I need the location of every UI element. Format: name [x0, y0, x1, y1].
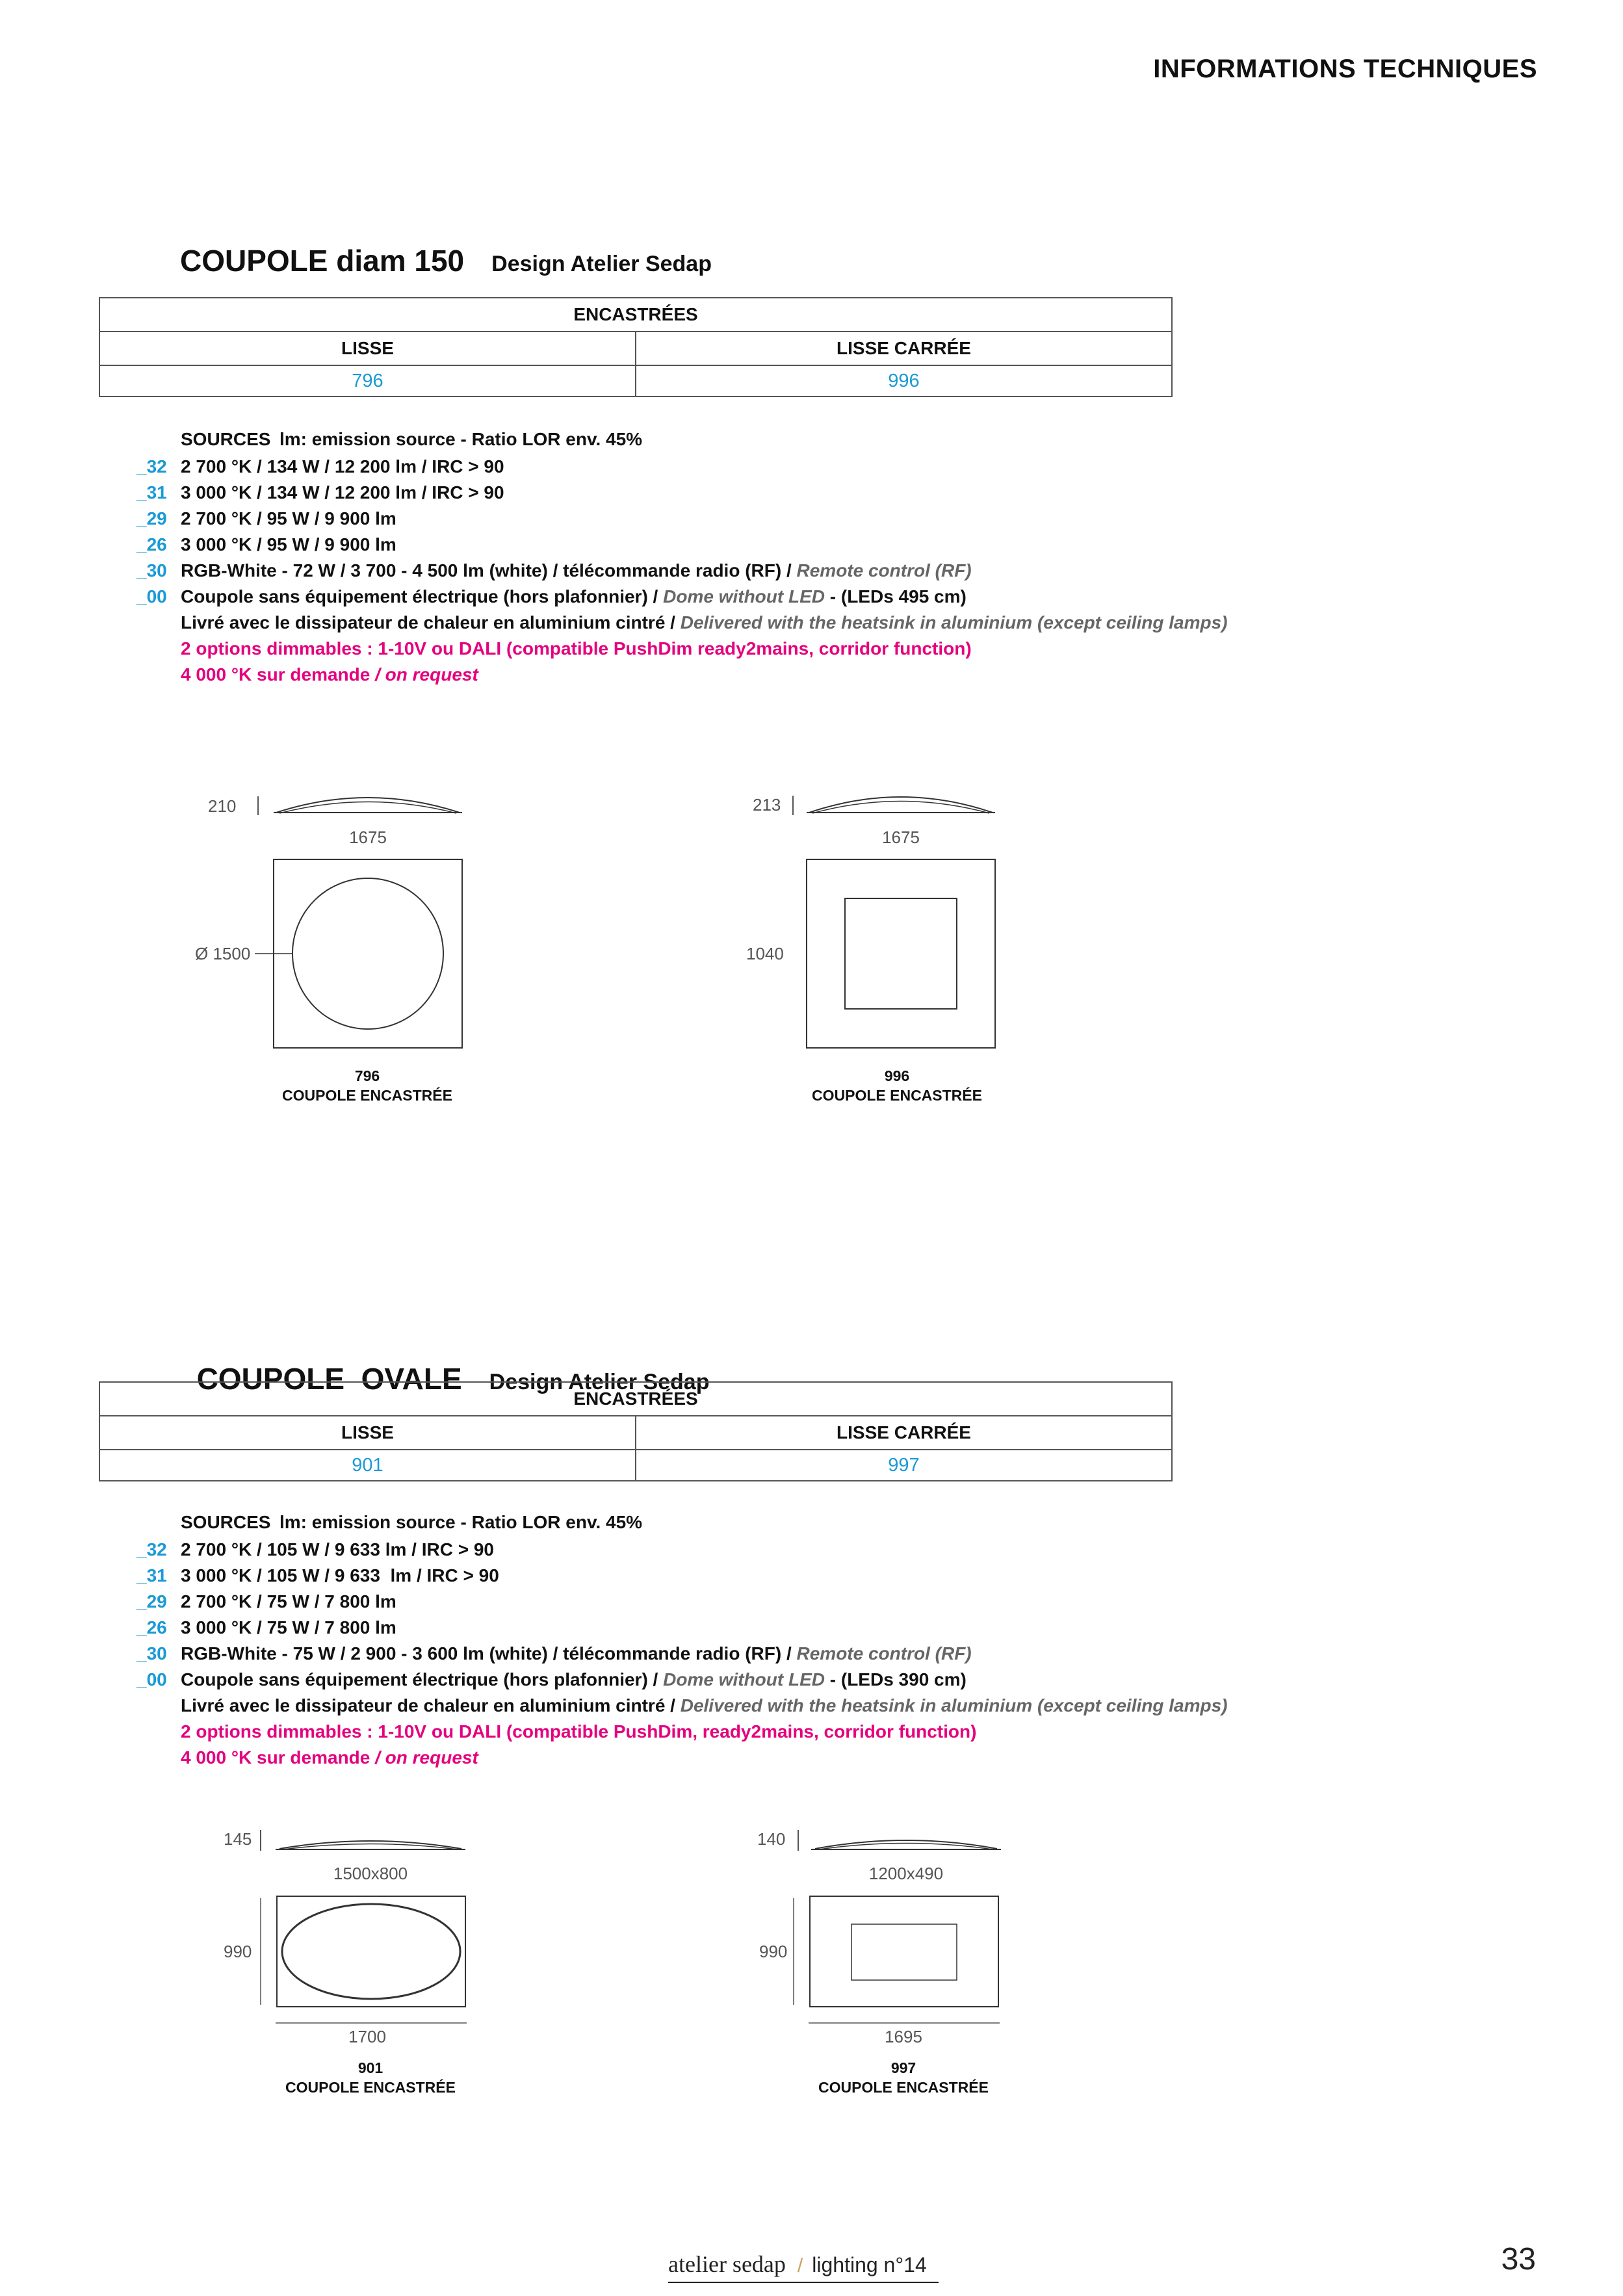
product-title-1 [180, 243, 712, 278]
frame-square [274, 859, 462, 1048]
sources-note: lm: emission source - Ratio LOR env. 45% [279, 1512, 643, 1532]
product-name: COUPOLE diam 150 [180, 244, 465, 278]
product-designer: Design Atelier Sedap [489, 1370, 710, 1394]
request-text: 4 000 °K sur demande [181, 1747, 376, 1768]
dome-profile-inner [279, 802, 456, 814]
dim-bottom-width-label: 1695 [885, 2027, 922, 2046]
sources-note: lm: emission source - Ratio LOR env. 45% [279, 429, 643, 449]
source-text-en: Dome without LED [663, 1669, 825, 1689]
source-row [136, 1589, 1228, 1615]
source-row [136, 532, 1228, 558]
sources-label: SOURCES [181, 429, 271, 449]
footer-brand: atelier sedap [668, 2251, 786, 2277]
delivered-note [181, 610, 1228, 636]
request-note [181, 1745, 1228, 1771]
dim-height-label: 213 [753, 795, 781, 815]
source-text: 2 700 °K / 95 W / 9 900 lm [181, 508, 396, 528]
source-text: 3 000 °K / 134 W / 12 200 lm / IRC > 90 [181, 482, 504, 502]
source-text-en: Remote control (RF) [796, 1643, 972, 1663]
table-group-header: ENCASTRÉES [99, 298, 1172, 332]
drawing-caption: COUPOLE ENCASTRÉE [812, 1087, 982, 1104]
dimmable-note: 2 options dimmables : 1-10V ou DALI (compatible PushDim, ready2mains, corridor function) [181, 1721, 977, 1742]
dim-height-label: 145 [224, 1829, 252, 1849]
request-text-en: / on request [375, 664, 478, 685]
source-row [136, 506, 1228, 532]
dim-top-width-label: 1200x490 [868, 1864, 944, 1883]
delivered-text: Livré avec le dissipateur de chaleur en aluminium cintré / [181, 612, 681, 633]
table-column-header: LISSE [99, 1416, 636, 1450]
source-row [136, 1641, 1228, 1667]
source-text: 2 700 °K / 75 W / 7 800 lm [181, 1591, 396, 1611]
source-row [136, 1537, 1228, 1563]
diffuser-oval [282, 1904, 460, 1999]
dome-profile [276, 798, 460, 813]
table-code-cell: 996 [636, 365, 1172, 397]
table-code-cell: 997 [636, 1450, 1172, 1481]
drawing-caption-796 [270, 1066, 465, 1105]
source-text: 3 000 °K / 95 W / 9 900 lm [181, 534, 396, 554]
footer [668, 2250, 927, 2278]
sources-header [181, 426, 1228, 452]
dim-side-label: 990 [759, 1942, 788, 1961]
delivered-text: Livré avec le dissipateur de chaleur en aluminium cintré / [181, 1695, 681, 1715]
drawing-caption-901 [273, 2058, 468, 2097]
drawing-code: 901 [357, 2059, 383, 2076]
drawing-code: 796 [354, 1067, 380, 1084]
dim-height-label: 140 [757, 1829, 786, 1849]
drawing-caption-996 [799, 1066, 994, 1105]
source-text: 2 700 °K / 134 W / 12 200 lm / IRC > 90 [181, 456, 504, 476]
source-code: _32 [136, 456, 167, 476]
source-row [136, 1615, 1228, 1641]
spec-table-1 [99, 297, 1173, 397]
drawing-caption-997 [806, 2058, 1001, 2097]
request-text-en: / on request [375, 1747, 478, 1768]
dim-width-label: 1675 [882, 828, 920, 847]
drawing-796 [188, 787, 481, 1060]
dim-width-label: 1675 [349, 828, 387, 847]
frame-rect [810, 1896, 998, 2007]
source-code: _26 [136, 1617, 167, 1637]
drawing-caption: COUPOLE ENCASTRÉE [285, 2079, 456, 2096]
table-code-cell: 796 [99, 365, 636, 397]
source-text: 3 000 °K / 75 W / 7 800 lm [181, 1617, 396, 1637]
source-code: _30 [136, 560, 167, 581]
product-name: COUPOLE OVALE [196, 1362, 462, 1396]
drawing-code: 996 [884, 1067, 910, 1084]
source-text-tail: - (LEDs 495 cm) [824, 586, 967, 607]
dimmable-note: 2 options dimmables : 1-10V ou DALI (compatible PushDim ready2mains, corridor function) [181, 638, 972, 659]
dim-top-width-label: 1500x800 [333, 1864, 408, 1883]
sources-block-1 [136, 426, 1228, 688]
source-text: 3 000 °K / 105 W / 9 633 lm / IRC > 90 [181, 1565, 499, 1585]
source-text-tail: - (LEDs 390 cm) [824, 1669, 967, 1689]
source-text: 2 700 °K / 105 W / 9 633 lm / IRC > 90 [181, 1539, 495, 1559]
dim-side-label: 1040 [746, 944, 784, 963]
source-text-en: Remote control (RF) [796, 560, 972, 581]
footer-slash: / [797, 2255, 803, 2276]
dim-diameter-label: Ø 1500 [195, 944, 251, 963]
source-text: RGB-White - 75 W / 2 900 - 3 600 lm (white) / télécommande radio (RF) / [181, 1643, 797, 1663]
table-column-header: LISSE CARRÉE [636, 1416, 1172, 1450]
page-number: 33 [1501, 2242, 1536, 2276]
dim-height-label: 210 [208, 796, 237, 816]
page-header-title: INFORMATIONS TECHNIQUES [1153, 55, 1537, 83]
sources-header [181, 1509, 1228, 1535]
source-text: Coupole sans équipement électrique (hors plafonnier) / [181, 586, 664, 607]
source-code: _31 [136, 482, 167, 502]
drawing-996 [721, 787, 1014, 1060]
drawing-code: 997 [890, 2059, 916, 2076]
product-designer: Design Atelier Sedap [491, 252, 712, 276]
delivered-text-en: Delivered with the heatsink in aluminium (except ceiling lamps) [680, 612, 1228, 633]
source-code: _29 [136, 1591, 167, 1611]
source-text: Coupole sans équipement électrique (hors plafonnier) / [181, 1669, 664, 1689]
table-column-header: LISSE [99, 332, 636, 365]
source-code: _00 [136, 1669, 167, 1689]
diffuser-square [845, 898, 957, 1009]
diffuser-rect [851, 1924, 957, 1980]
source-row [136, 454, 1228, 480]
diffuser-circle [292, 878, 443, 1029]
sources-label: SOURCES [181, 1512, 271, 1532]
source-code: _26 [136, 534, 167, 554]
footer-magazine: lighting n°14 [812, 2253, 927, 2276]
source-code: _30 [136, 1643, 167, 1663]
drawing-901 [188, 1820, 481, 2054]
dome-profile-inner [812, 802, 989, 814]
source-text: RGB-White - 72 W / 3 700 - 4 500 lm (white) / télécommande radio (RF) / [181, 560, 797, 581]
dome-profile [809, 797, 993, 813]
table-group-header: ENCASTRÉES [99, 1382, 1172, 1416]
source-code: _32 [136, 1539, 167, 1559]
request-note [181, 662, 1228, 688]
source-code: _29 [136, 508, 167, 528]
source-row [136, 584, 1228, 610]
dim-bottom-width-label: 1700 [348, 2027, 386, 2046]
dome-profile [815, 1840, 997, 1849]
source-row [136, 1667, 1228, 1693]
drawing-caption: COUPOLE ENCASTRÉE [282, 1087, 452, 1104]
source-code: _31 [136, 1565, 167, 1585]
source-row [136, 1563, 1228, 1589]
drawing-caption: COUPOLE ENCASTRÉE [818, 2079, 989, 2096]
delivered-text-en: Delivered with the heatsink in aluminium (except ceiling lamps) [680, 1695, 1228, 1715]
source-text-en: Dome without LED [663, 586, 825, 607]
drawing-997 [721, 1820, 1014, 2054]
spec-table-2 [99, 1381, 1173, 1481]
source-row [136, 558, 1228, 584]
table-code-cell: 901 [99, 1450, 636, 1481]
source-row [136, 480, 1228, 506]
request-text: 4 000 °K sur demande [181, 664, 376, 685]
dome-profile [279, 1841, 461, 1849]
table-column-header: LISSE CARRÉE [636, 332, 1172, 365]
frame-square [807, 859, 995, 1048]
sources-block-2 [136, 1509, 1228, 1771]
delivered-note [181, 1693, 1228, 1719]
dim-side-label: 990 [224, 1942, 252, 1961]
source-code: _00 [136, 586, 167, 607]
frame-rect [277, 1896, 465, 2007]
footer-divider [668, 2282, 939, 2283]
